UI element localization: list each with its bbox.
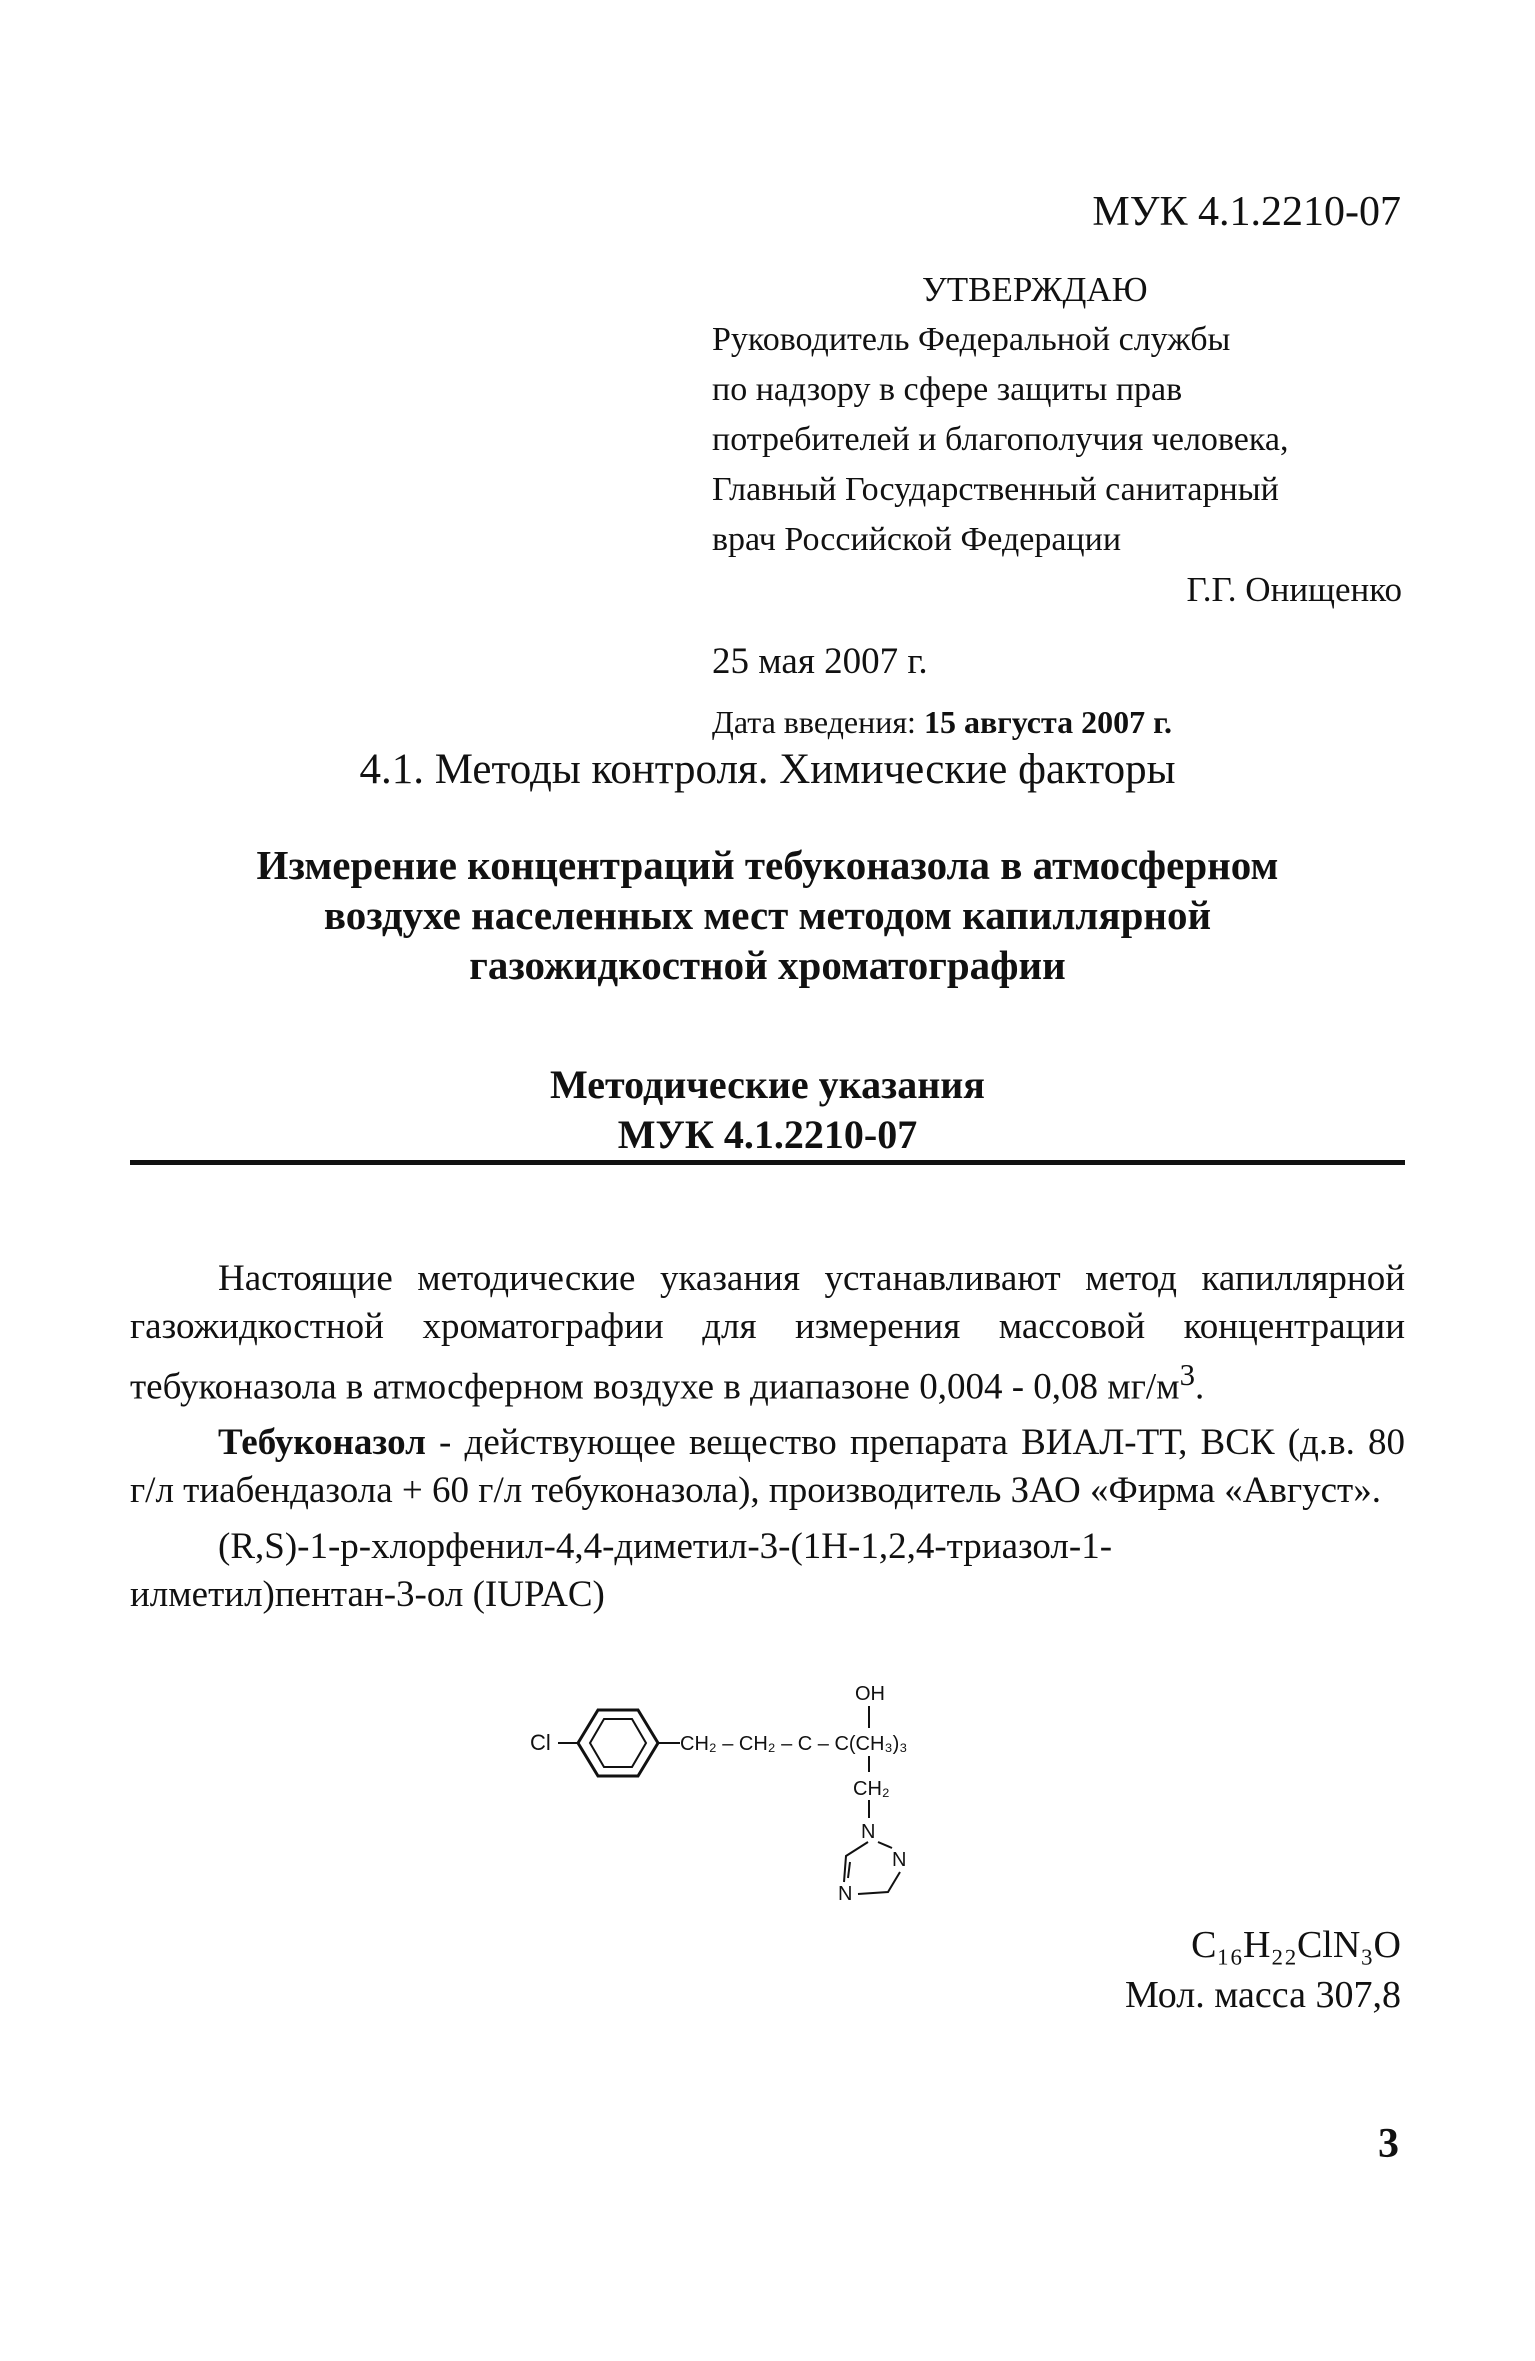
signatory: Г.Г. Онищенко	[1186, 570, 1402, 609]
structural-formula	[520, 1670, 1020, 1910]
hydroxyl-group: OH	[855, 1683, 885, 1705]
document-subtitle	[0, 1060, 1535, 1160]
substance-name: Тебуконазол	[218, 1422, 426, 1464]
triazole-n1: N	[861, 1821, 876, 1843]
approval-line: по надзору в сфере защиты прав	[712, 371, 1183, 408]
molecular-formula: C₁₆H₂₂ClN₃O	[1191, 1924, 1401, 1966]
side-chain: CH₂ – CH₂ – C – C(CH₃)₃	[680, 1733, 908, 1755]
title-line: воздухе населенных мест методом капиллярной	[323, 892, 1212, 938]
introduction-label: Дата введения:	[712, 704, 916, 740]
introduction-date	[712, 697, 1412, 747]
body-text	[130, 1255, 1405, 1627]
unit-superscript: 3	[1179, 1358, 1195, 1392]
triazole-n3: N	[838, 1883, 853, 1905]
main-title	[0, 840, 1535, 990]
formula-block	[1125, 1920, 1401, 2020]
section-heading: 4.1. Методы контроля. Химические факторы	[359, 746, 1176, 793]
document-code: МУК 4.1.2210-07	[1092, 189, 1401, 235]
substance-description: - действующее вещество препарата ВИАЛ-ТТ, ВСК (д.в. 80 г/л тиабендазола + 60 г/л тебуконазола), производитель ЗАО «Фирма «Август».	[130, 1422, 1405, 1512]
scope-text: Настоящие методические указания устанавливают метод капиллярной газожидкостной хроматографии для измерения массовой концентрации тебуконазола в атмосферном воздухе в диапазоне 0,004 - 0,08 мг/м	[130, 1258, 1405, 1408]
approval-line: Руководитель Федеральной службы	[712, 321, 1231, 358]
methylene-group: CH₂	[853, 1778, 890, 1800]
introduction-value: 15 августа 2007 г.	[923, 704, 1172, 740]
paragraph-iupac: (R,S)-1-p-хлорфенил-4,4-диметил-3-(1H-1,2,4-триазол-1-илметил)пентан-3-ол (IUPAC)	[130, 1526, 1113, 1616]
title-line: газожидкостной хроматографии	[469, 942, 1066, 988]
title-divider	[130, 1160, 1405, 1165]
chlorine-atom: Cl	[530, 1730, 551, 1755]
title-line: Измерение концентраций тебуконазола в атмосферном	[256, 842, 1279, 888]
approval-block	[712, 265, 1412, 747]
page-number: 3	[1378, 2121, 1399, 2167]
paragraph-scope	[130, 1255, 1405, 1411]
approval-heading: УТВЕРЖДАЮ	[922, 270, 1148, 309]
subtitle-line: МУК 4.1.2210-07	[617, 1112, 918, 1157]
triazole-n2: N	[892, 1849, 907, 1871]
molecular-mass: Мол. масса 307,8	[1124, 1974, 1401, 2016]
paragraph-substance	[130, 1419, 1405, 1515]
subtitle-line: Методические указания	[550, 1062, 985, 1107]
approval-line: потребителей и благополучия человека,	[712, 421, 1289, 458]
scope-end: .	[1195, 1366, 1205, 1408]
approval-line: врач Российской Федерации	[712, 521, 1122, 558]
approval-line: Главный Государственный санитарный	[712, 471, 1279, 508]
approval-date: 25 мая 2007 г.	[712, 641, 928, 682]
